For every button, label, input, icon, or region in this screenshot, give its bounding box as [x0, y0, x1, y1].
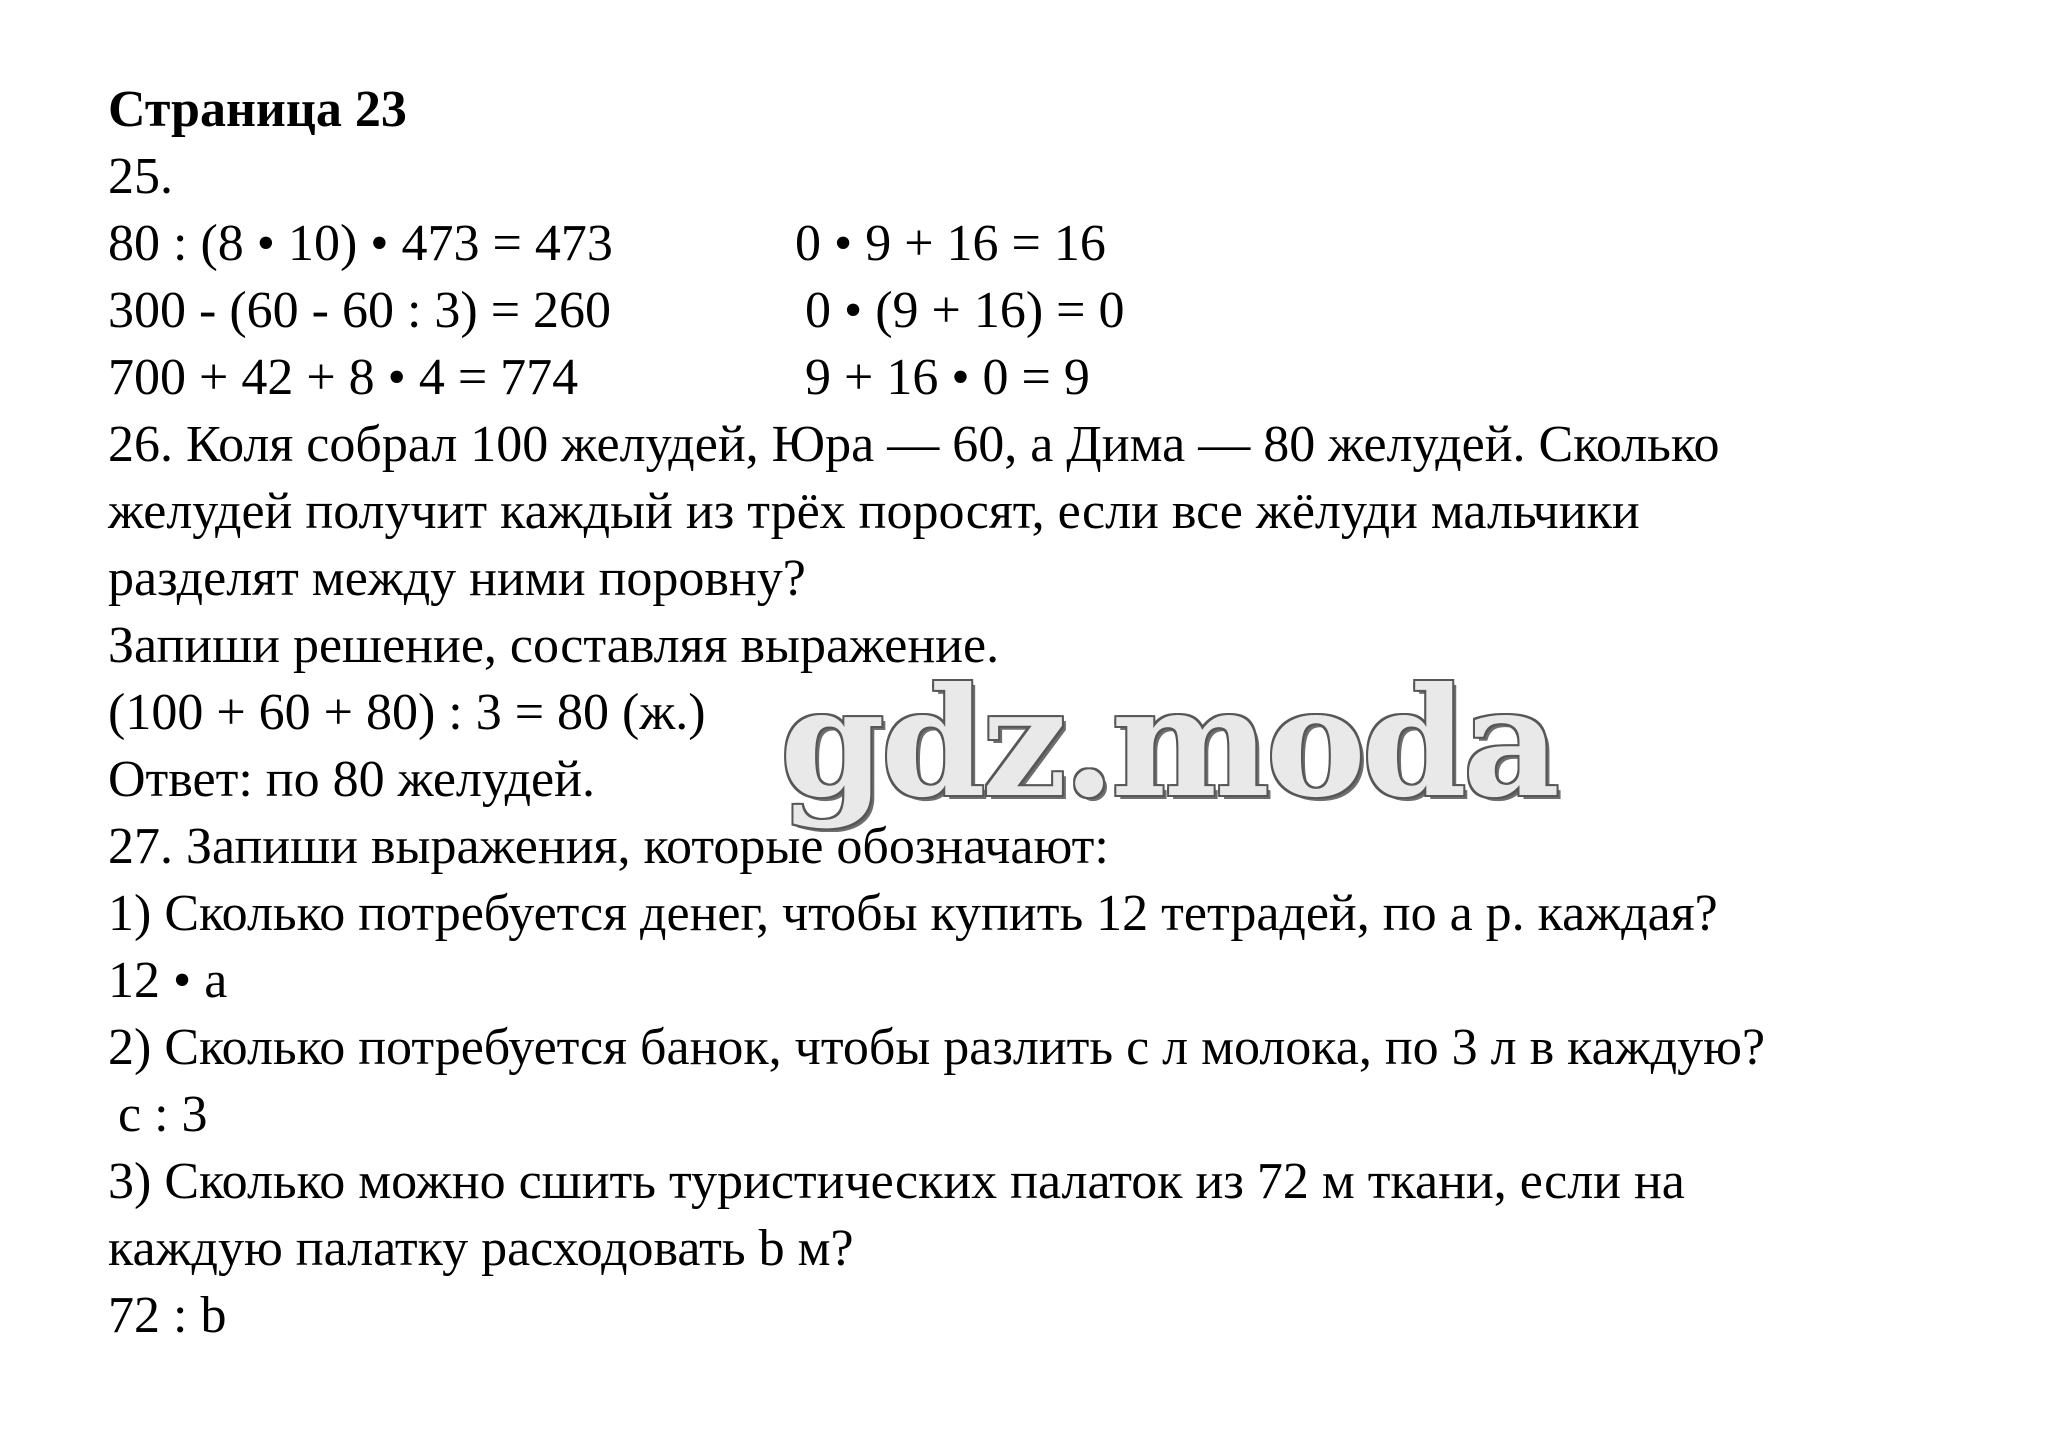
task-26-instruction: Запиши решение, составляя выражение. — [108, 617, 1000, 674]
task-26-text-line-3: разделят между ними поровну? — [108, 550, 806, 607]
task-27-heading: 27. Запиши выражения, которые обозначают: — [108, 818, 1109, 875]
task-25-row-2-left: 300 - (60 - 60 : 3) = 260 — [108, 282, 612, 339]
task-25-number: 25. — [108, 148, 173, 205]
task-25-row-3-right: 9 + 16 • 0 = 9 — [805, 349, 1090, 406]
task-27-question-3-line-2: каждую палатку расходовать b м? — [108, 1220, 854, 1277]
task-26-text-line-2: желудей получит каждый из трёх поросят, если все жёлуди мальчики — [108, 483, 1640, 540]
task-25-row-3 — [108, 344, 2048, 411]
watermark-logo: gdz.moda — [780, 655, 1557, 831]
task-27-answer-2: с : 3 — [118, 1086, 208, 1143]
task-26-answer: Ответ: по 80 желудей. — [108, 751, 595, 808]
task-25-row-1 — [108, 210, 2048, 277]
task-25-row-2 — [108, 277, 2048, 344]
task-25-row-2-right: 0 • (9 + 16) = 0 — [805, 282, 1125, 339]
task-25-row-1-left: 80 : (8 • 10) • 473 = 473 — [108, 215, 613, 272]
task-26-solution: (100 + 60 + 80) : 3 = 80 (ж.) — [108, 684, 706, 741]
task-27-question-1: 1) Сколько потребуется денег, чтобы купить 12 тетрадей, по а р. каждая? — [108, 885, 1718, 942]
task-27-answer-1: 12 • а — [108, 952, 228, 1009]
task-27-question-2: 2) Сколько потребуется банок, чтобы разлить с л молока, по 3 л в каждую? — [108, 1019, 1766, 1076]
task-27-answer-3: 72 : b — [108, 1287, 227, 1344]
task-27-question-3-line-1: 3) Сколько можно сшить туристических палаток из 72 м ткани, если на — [108, 1153, 1685, 1210]
task-26-text-line-1: 26. Коля собрал 100 желудей, Юра — 60, а Дима — 80 желудей. Сколько — [108, 416, 1720, 473]
task-25-row-1-right: 0 • 9 + 16 = 16 — [795, 215, 1106, 272]
page-title: Страница 23 — [108, 81, 407, 138]
task-25-row-3-left: 700 + 42 + 8 • 4 = 774 — [108, 349, 579, 406]
